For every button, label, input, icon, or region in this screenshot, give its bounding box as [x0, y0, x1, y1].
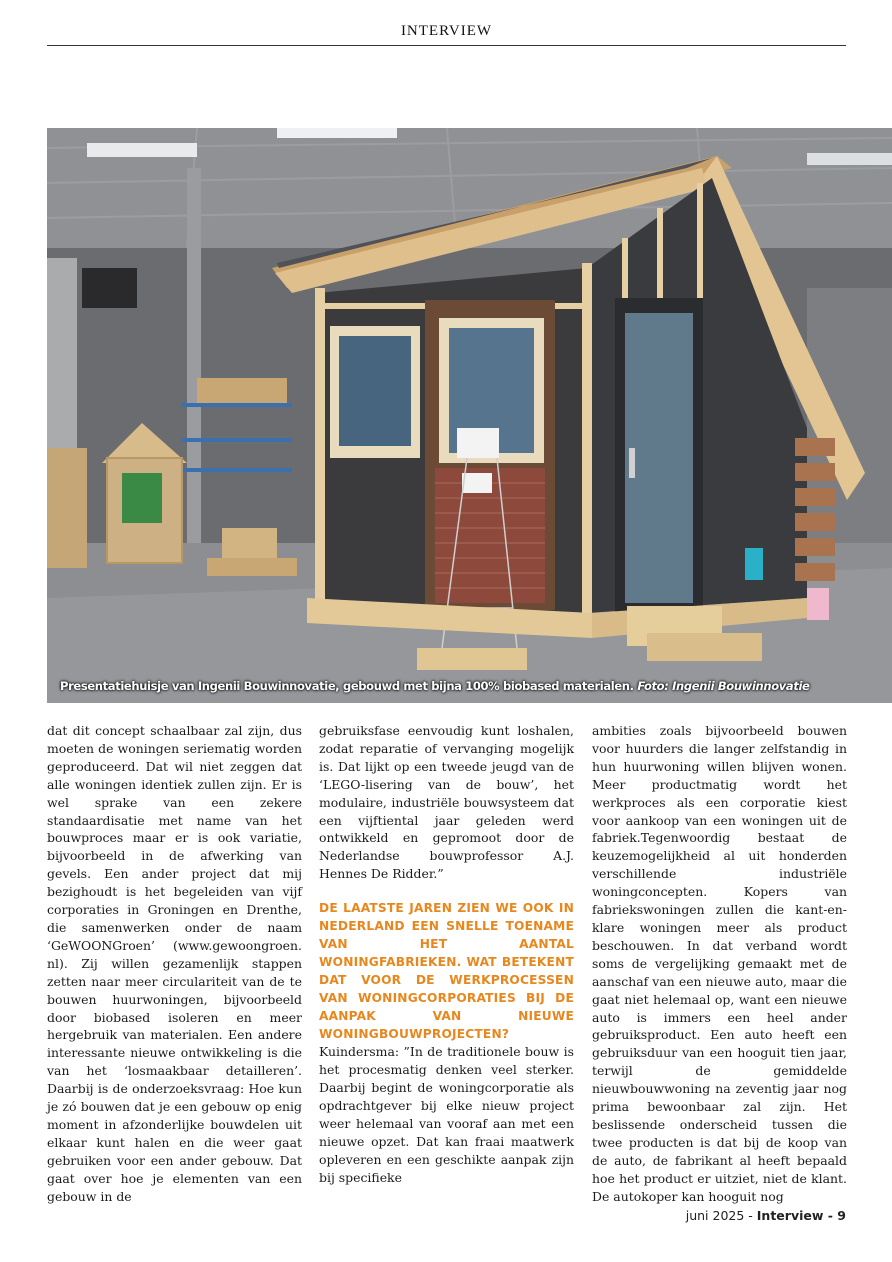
tiny-house-illustration — [47, 128, 892, 703]
footer-date: juni 2025 - — [685, 1208, 757, 1223]
column-2 — [319, 722, 574, 1187]
column-1 — [47, 722, 302, 1205]
interview-question: DE LAATSTE JAREN ZIEN WE OOK IN NEDERLAND EEN SNELLE TOENAME VAN HET AANTAL WONINGFABRIEKEN. WAT BETEKENT DAT VOOR DE WERKPROCESSEN VAN WONINGCORPORATIES BIJ DE AANPAK VAN NIEUWE WONINGBOUWPROJECTEN? — [319, 901, 574, 1041]
page-footer — [686, 1208, 846, 1223]
section-title: INTERVIEW — [400, 23, 493, 39]
column-2-paragraph-1: gebruiksfase eenvoudig kunt loshalen, zodat reparatie of vervanging mogelijk is. Dat lijkt op een tweede jeugd van de ‘LEGO-lisering van de bouw’, het modulaire, industriële bouwsysteem dat een vijftiental jaar geleden werd ontwikkeld en gepromoot door de Nederlandse bouwprofessor A.J. Hennes De Ridder.” — [319, 723, 574, 882]
footer-title: Interview - 9 — [756, 1208, 846, 1223]
photo-caption — [60, 679, 810, 693]
column-3-paragraph: ambities zoals bijvoorbeeld bouwen voor huurders die langer zelfstandig in hun huurwoning willen blijven wonen. Meer productmatig wordt het werkproces als een corporatie kiest voor aankoop van een woningen uit de fabriek.Tegenwoordig bestaat de keuzemogelijkheid al uit honderden verschillende industriële woningconcepten. Kopers van fabriekswoningen zullen die kant-en-klare woningen meer als product beschouwen. In dat verband wordt soms de vergelijking gemaakt met de aanschaf van een nieuwe auto, maar die gaat niet helemaal op, want een nieuwe auto is immers een heel ander gebruiksproduct. Een auto heeft een gebruiksduur van een hooguit tien jaar, terwijl de gemiddelde nieuwbouwwoning na zeventig jaar nog prima bewoonbaar zal zijn. Het beslissende onderscheid tussen die twee producten is dat bij de koop van de auto, de fabrikant al heeft bepaald hoe het product er uitziet, niet de klant. De autokoper kan hooguit nog — [592, 723, 847, 1204]
caption-main: Presentatiehuisje van Ingenii Bouwinnovatie, gebouwd met bijna 100% biobased materialen. — [60, 679, 634, 693]
column-2-paragraph-2: Kuindersma: ”In de traditionele bouw is het procesmatig denken veel sterker. Daarbij begint de woningcorporatie als opdrachtgever bij elke nieuw project weer helemaal van vooraf aan met een nieuwe opzet. Dat kan fraai maatwerk opleveren en een geschikte aanpak zijn bij specifieke — [319, 1044, 574, 1185]
column-1-paragraph: dat dit concept schaalbaar zal zijn, dus moeten de woningen seriematig worden geproduceerd. Dat wil niet zeggen dat alle woningen identiek zullen zijn. Er is wel sprake van een zekere standaardisatie met name van het bouwproces maar er is ook variatie, bijvoorbeeld in de afwerking van gevels. Een ander project dat mij bezighoudt is het begeleiden van vijf corporaties in Groningen en Drenthe, die samenwerken onder de naam ‘GeWOONGroen’ (www.gewoongroen. nl). Zij willen gezamenlijk stappen zetten naar meer circulariteit van de te bouwen huurwoningen, bijvoorbeeld door biobased isoleren en meer hergebruik van materialen. Een andere interessante nieuwe ontwikkeling is die van het ‘losmaakbaar detailleren’. Daarbij is de onderzoeksvraag: Hoe kun je zó bouwen dat je een gebouw op enig moment in afzonderlijke bouwdelen uit elkaar kunt halen en die weer gaat gebruiken voor een ander gebouw. Dat gaat over hoe je elementen van een gebouw in de — [47, 723, 302, 1204]
caption-credit: Foto: Ingenii Bouwinnovatie — [637, 679, 810, 693]
article-photo — [47, 128, 892, 703]
column-3 — [592, 722, 847, 1205]
section-header — [47, 20, 846, 46]
